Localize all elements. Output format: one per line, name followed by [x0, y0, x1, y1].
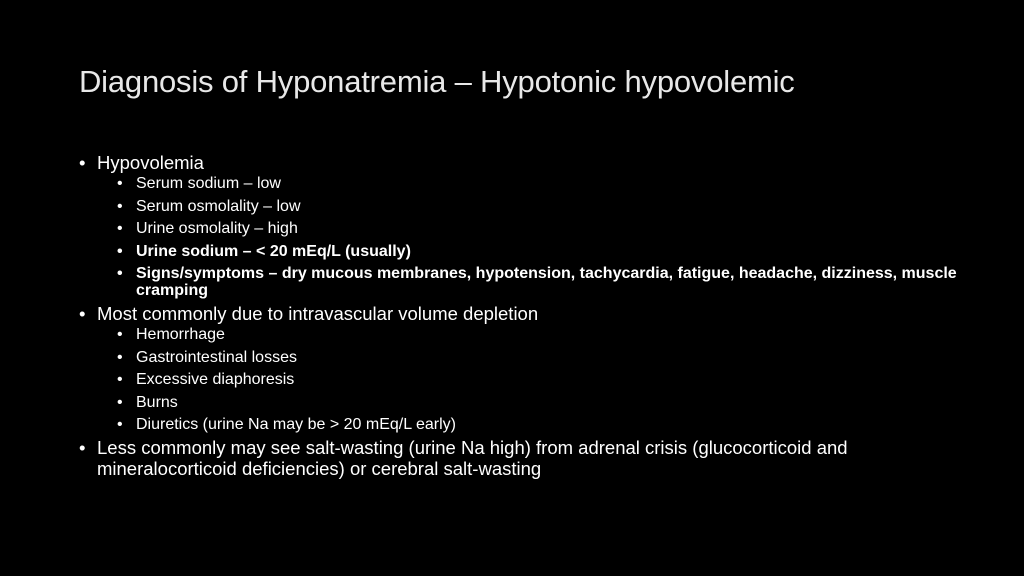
list-item-volume-depletion	[79, 303, 959, 324]
bullet-icon: •	[117, 416, 123, 433]
sub-list-item-text: Excessive diaphoresis	[136, 371, 295, 388]
sub-list-item	[79, 175, 959, 192]
slide-content	[79, 152, 959, 479]
sub-list-item-text: Diuretics (urine Na may be > 20 mEq/L early)	[136, 416, 456, 433]
sub-list-item	[79, 349, 959, 366]
bullet-icon: •	[79, 152, 86, 173]
sub-list-item-text: Gastrointestinal losses	[136, 348, 297, 366]
sub-list-item-text: Serum sodium – low	[136, 175, 281, 192]
sub-list-item	[79, 243, 959, 260]
bullet-icon: •	[117, 220, 123, 237]
bullet-icon: •	[117, 242, 123, 260]
list-item-text: Less commonly may see salt-wasting (urine Na high) from adrenal crisis (glucocorticoid and mineralocorticoid deficiencies) or cerebral salt-wasting	[97, 437, 848, 479]
bullet-icon: •	[117, 197, 123, 215]
slide-title: Diagnosis of Hyponatremia – Hypotonic hypovolemic	[79, 64, 795, 99]
bullet-icon: •	[117, 326, 123, 343]
list-item-salt-wasting	[79, 437, 959, 479]
sub-list-item-text: Urine osmolality – high	[136, 220, 298, 237]
sub-list-item	[79, 198, 959, 215]
sub-list	[79, 326, 959, 433]
sub-list-item	[79, 265, 959, 299]
sub-list-item	[79, 326, 959, 343]
bullet-icon: •	[117, 265, 123, 282]
bullet-icon: •	[117, 348, 123, 366]
bullet-icon: •	[117, 175, 123, 192]
list-item-text: Hypovolemia	[97, 152, 204, 173]
sub-list-item-text: Serum osmolality – low	[136, 197, 301, 215]
sub-list-container	[79, 175, 959, 299]
sub-list-item-text: Signs/symptoms – dry mucous membranes, hypotension, tachycardia, fatigue, headache, dizziness, muscle cramping	[136, 265, 957, 299]
sub-list	[79, 175, 959, 299]
bullet-list	[79, 152, 959, 479]
bullet-icon: •	[79, 437, 86, 458]
sub-list-container	[79, 326, 959, 433]
sub-list-item-text: Urine sodium – < 20 mEq/L (usually)	[136, 242, 411, 260]
bullet-icon: •	[117, 393, 123, 411]
sub-list-item	[79, 394, 959, 411]
sub-list-item-text: Burns	[136, 393, 178, 411]
sub-list-item	[79, 416, 959, 433]
bullet-icon: •	[79, 303, 86, 324]
bullet-icon: •	[117, 371, 123, 388]
list-item-hypovolemia	[79, 152, 959, 173]
sub-list-item-text: Hemorrhage	[136, 326, 225, 343]
sub-list-item	[79, 220, 959, 237]
sub-list-item	[79, 371, 959, 388]
list-item-text: Most commonly due to intravascular volume depletion	[97, 303, 539, 324]
